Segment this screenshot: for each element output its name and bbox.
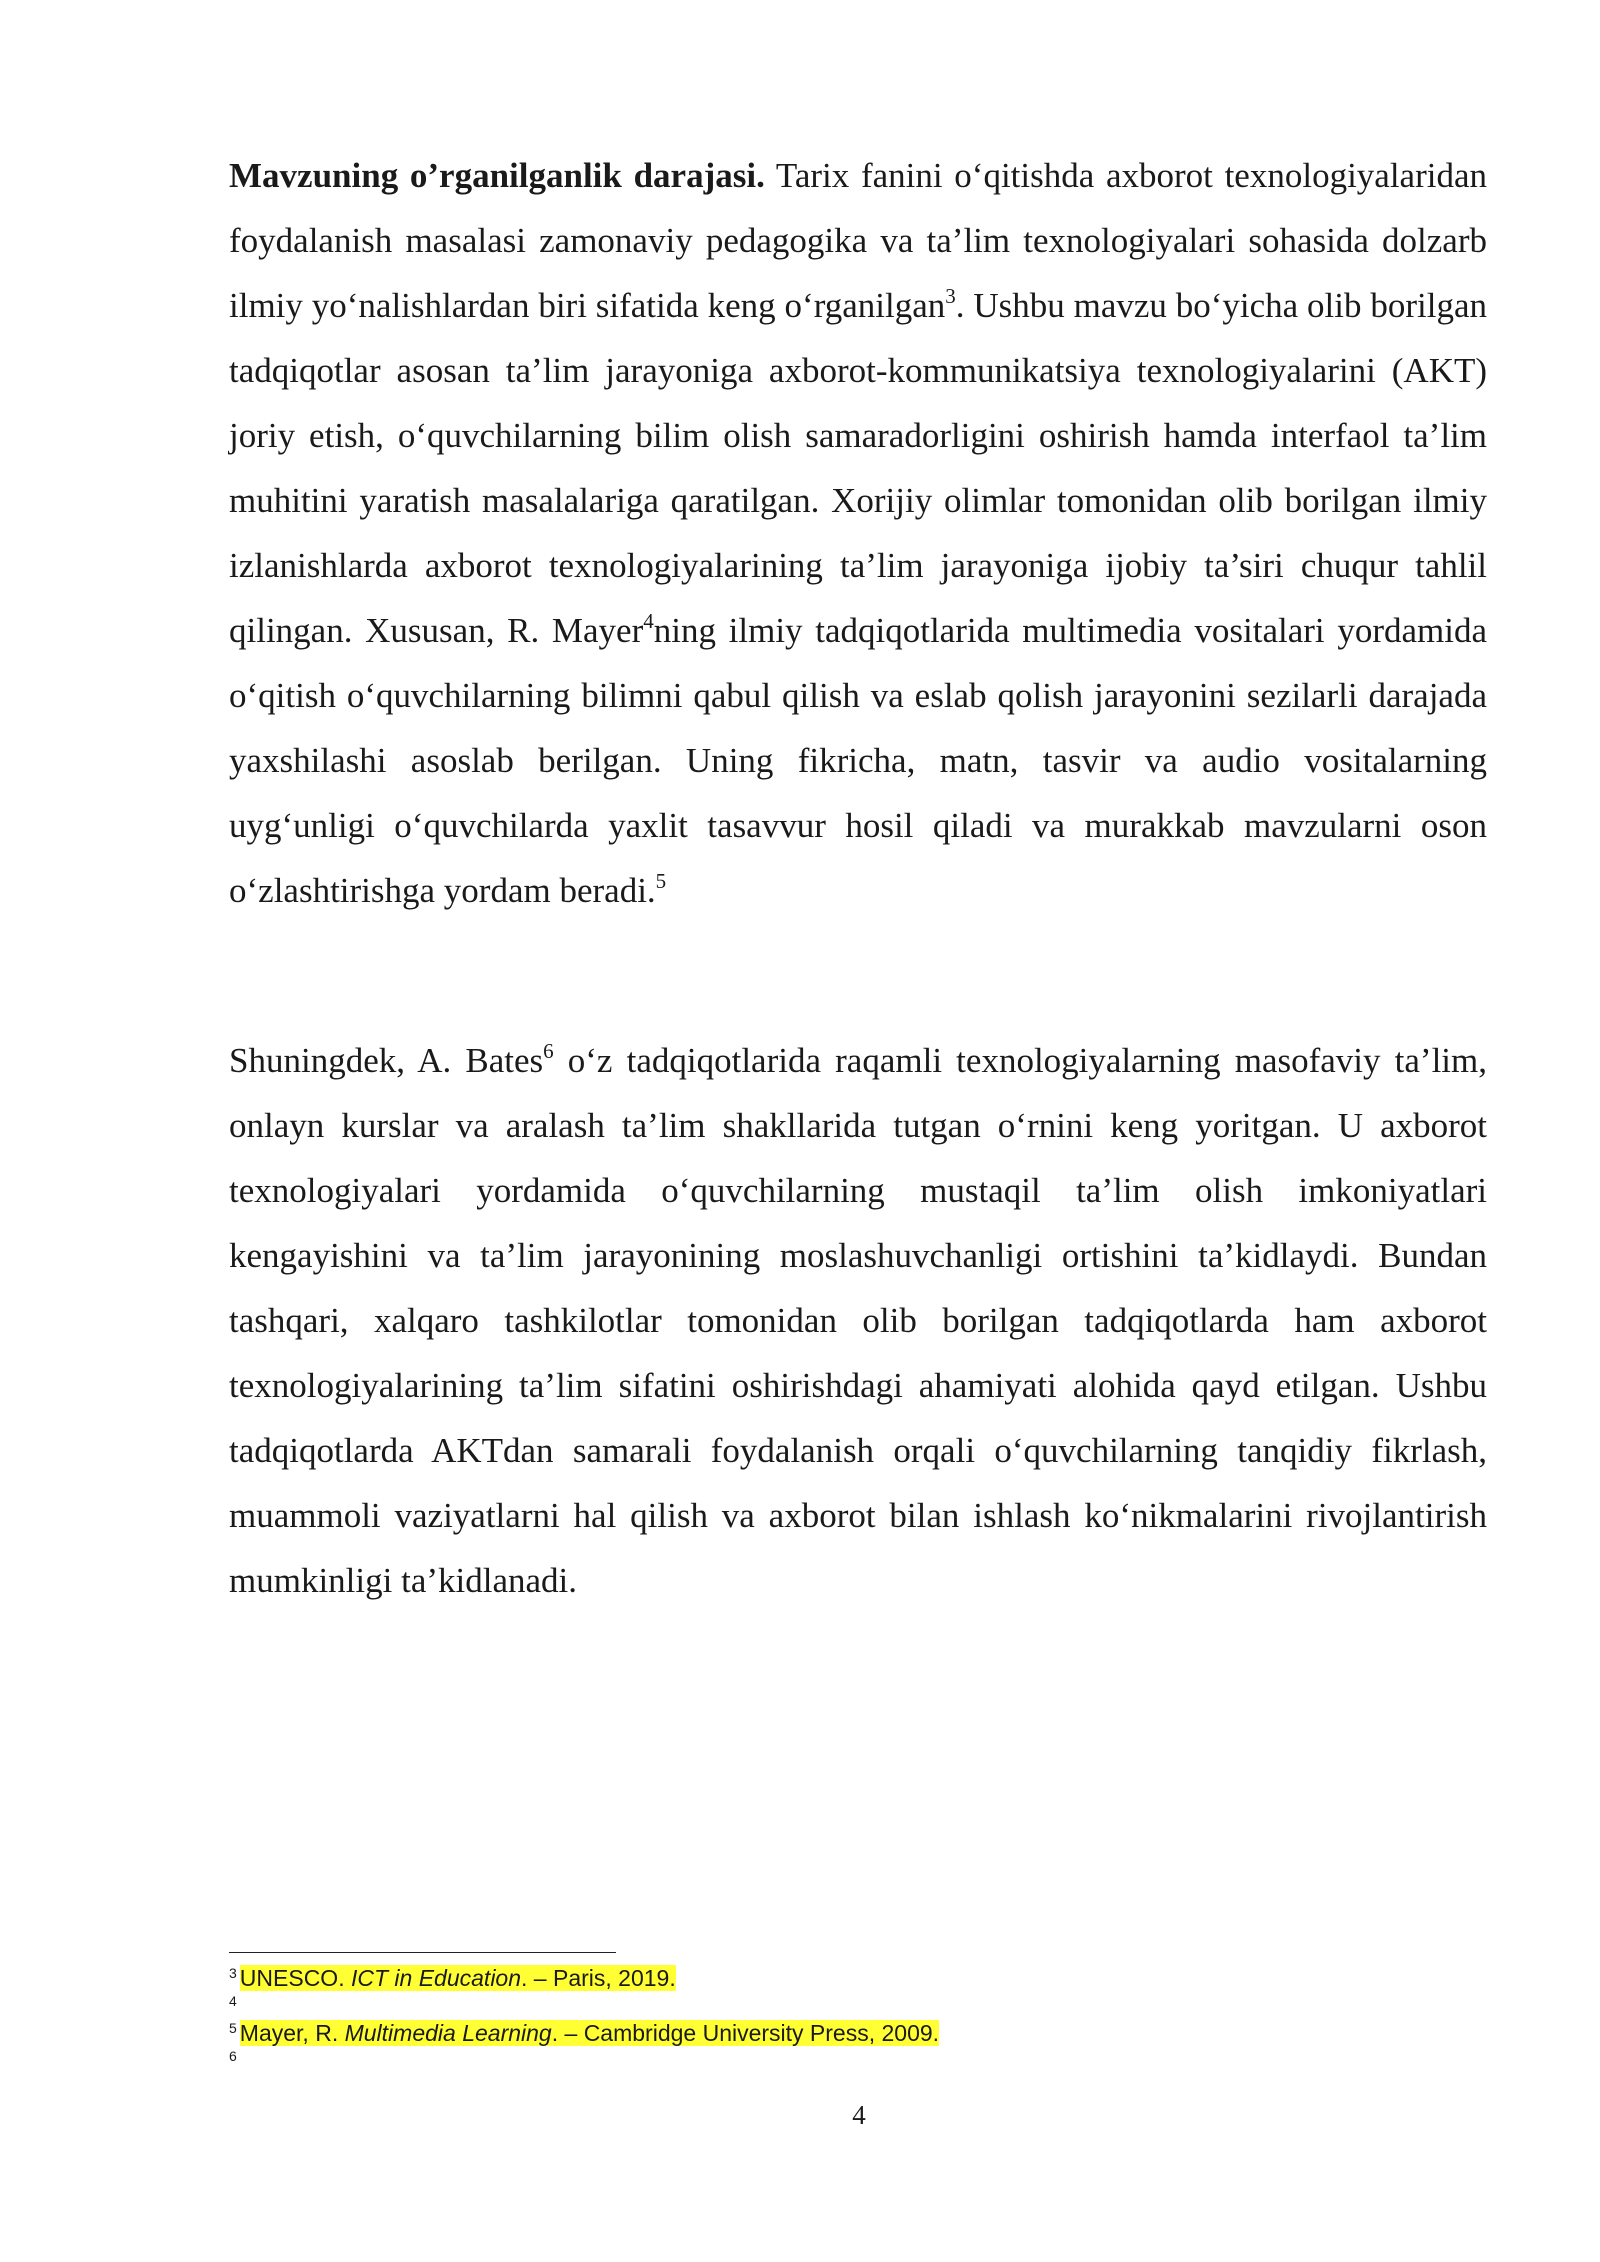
footnote-number: 3: [229, 1965, 237, 1981]
paragraph-text: Shuningdek, A. Bates: [229, 1041, 544, 1080]
footnote-ref[interactable]: 4: [643, 609, 654, 633]
paragraph-text: o‘z tadqiqotlarida raqamli texnologiyalarning masofaviy ta’lim, onlayn kurslar va aralash ta’lim shakllarida tutgan o‘rnini keng yoritgan. U axborot texnologiyalari yordamida o‘quvchilarning mustaqil ta’lim olish imkoniyatlari kengayishini va ta’lim jarayonining moslashuvchanligi ortishini ta’kidlaydi. Bundan tashqari, xalqaro tashkilotlar tomonidan olib borilgan tadqiqotlarda ham axborot texnologiyalarining ta’lim sifatini oshirishdagi ahamiyati alohida qayd etilgan. Ushbu tadqiqotlarda AKTdan samarali foydalanish orqali o‘quvchilarning tanqidiy fikrlash, muammoli vaziyatlarni hal qilish va axborot bilan ishlash ko‘nikmalarini rivojlantirish mumkinligi ta’kidlanadi.: [229, 1041, 1487, 1600]
footnotes: [229, 1962, 1487, 2072]
paragraph-study-level: [229, 143, 1487, 923]
footnote-number: 4: [229, 1993, 237, 2009]
citation-title: Multimedia Learning: [344, 2020, 552, 2046]
footnote-separator: [229, 1952, 616, 1953]
page-number: 4: [852, 2100, 866, 2130]
footnote-citation: [240, 2020, 939, 2046]
footnote-ref[interactable]: 5: [655, 869, 667, 893]
footnote-number: 6: [229, 2048, 237, 2064]
paragraph-text: ning ilmiy tadqiqotlarida multimedia vositalari yordamida o‘qitish o‘quvchilarning bilimni qabul qilish va eslab qolish jarayonini sezilarli darajada yaxshilashi asoslab berilgan. Uning fikricha, matn, tasvir va audio vositalarning uyg‘unligi o‘quvchilarda yaxlit tasavvur hosil qiladi va murakkab mavzularni oson o‘zlashtirishga yordam beradi.: [229, 611, 1487, 910]
footnote-3: [229, 1962, 1487, 1995]
footnote-ref[interactable]: 3: [945, 284, 956, 308]
footnote-4: [229, 1995, 1487, 2017]
footnote-citation: [240, 1965, 676, 1991]
section-heading: Mavzuning o’rganilganlik darajasi.: [229, 156, 765, 195]
footnote-5: [229, 2017, 1487, 2050]
footnote-ref[interactable]: 6: [543, 1039, 554, 1063]
footnote-6: [229, 2050, 1487, 2072]
footnote-number: 5: [229, 2020, 237, 2036]
citation-author: UNESCO.: [239, 1965, 351, 1991]
citation-publisher: . – Cambridge University Press, 2009.: [551, 2020, 940, 2046]
citation-publisher: . – Paris, 2019.: [521, 1965, 676, 1991]
paragraph-text: Tarix fanini o‘qitishda axborot texnologiyalaridan foydalanish masalasi zamonaviy pedagogika va ta’lim texnologiyalari sohasida dolzarb ilmiy yo‘nalishlardan biri sifatida keng o‘rganilgan: [229, 156, 1487, 325]
citation-author: Mayer, R.: [239, 2020, 345, 2046]
citation-title: ICT in Education: [350, 1965, 522, 1991]
paragraph-text: . Ushbu mavzu bo‘yicha olib borilgan tadqiqotlar asosan ta’lim jarayoniga axborot-kommunikatsiya texnologiyalarini (AKT) joriy etish, o‘quvchilarning bilim olish samaradorligini oshirish hamda interfaol ta’lim muhitini yaratish masalalariga qaratilgan. Xorijiy olimlar tomonidan olib borilgan ilmiy izlanishlarda axborot texnologiyalarining ta’lim jarayoniga ijobiy ta’siri chuqur tahlil qilingan. Xususan, R. Mayer: [229, 286, 1487, 650]
paragraph-bates: [229, 1028, 1487, 1613]
